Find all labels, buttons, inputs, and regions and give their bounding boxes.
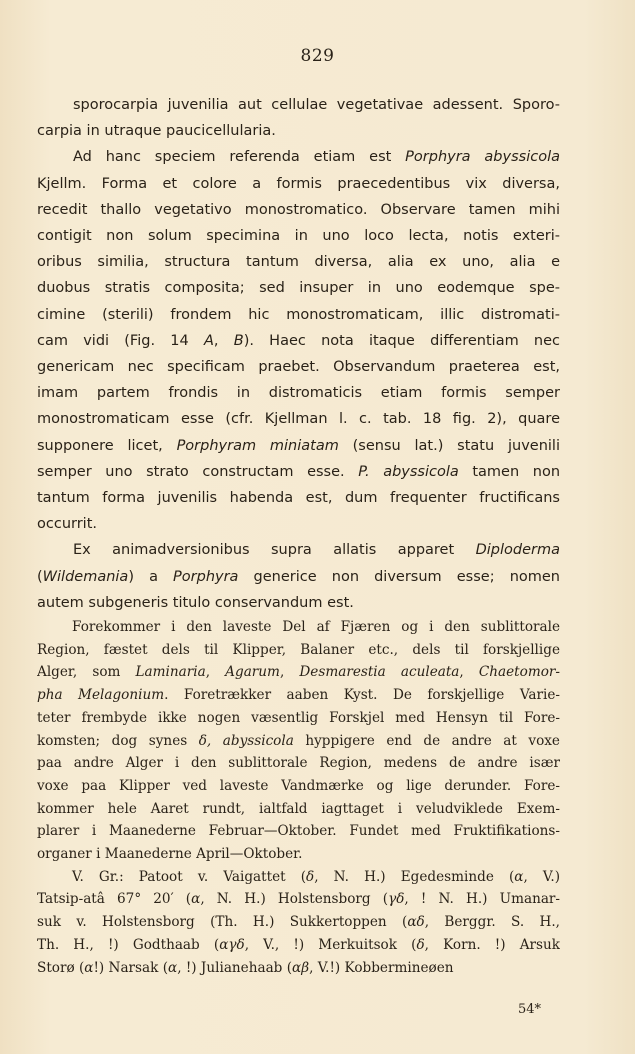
text-line xyxy=(37,934,560,957)
text-line xyxy=(37,485,560,511)
text-run: ) a xyxy=(128,568,174,585)
italic-term: Porphyram miniatam xyxy=(176,437,339,454)
text-line xyxy=(37,249,560,275)
text-run: sporocarpia juvenilia aut cellulae vegetativae adessent. Sporo- xyxy=(73,97,560,113)
text-line xyxy=(37,616,560,639)
italic-term: Diploderma xyxy=(475,542,560,559)
italic-term: A xyxy=(203,332,214,349)
text-line xyxy=(37,197,560,223)
text-line xyxy=(37,730,560,753)
text-line xyxy=(37,564,560,590)
text-run: komsten; dog synes xyxy=(37,732,199,749)
italic-term: α xyxy=(168,959,178,976)
text-line xyxy=(37,328,560,354)
italic-term: B xyxy=(233,332,244,349)
text-run: , xyxy=(213,332,234,349)
text-run: plarer i Maanederne Februar—Oktober. Fundet med Fruktifikations- xyxy=(37,823,560,840)
text-line xyxy=(37,354,560,380)
text-line xyxy=(37,537,560,563)
text-run: generice non diversum esse; nomen xyxy=(238,568,560,585)
text-line xyxy=(37,957,560,980)
text-line xyxy=(37,775,560,798)
text-run: Kjellm. Forma et colore a formis praecedentibus vix diversa, xyxy=(37,175,560,192)
italic-term: P. abyssicola xyxy=(358,463,459,480)
text-run: , xyxy=(279,664,300,681)
text-run: voxe paa Klipper ved laveste Vandmærke og lige derunder. Fore- xyxy=(37,777,560,794)
italic-term: Porphyra abyssicola xyxy=(405,149,560,166)
text-line xyxy=(37,459,560,485)
text-run: Alger, som xyxy=(37,664,136,681)
italic-term: δ xyxy=(416,936,425,953)
text-run: , !) Julianehaab ( xyxy=(177,959,293,976)
italic-term: αδ xyxy=(407,914,425,931)
text-run: , V., !) Merkuitsok ( xyxy=(244,936,417,953)
italic-term: α xyxy=(514,868,524,885)
italic-term: pha Melagonium xyxy=(37,687,165,704)
text-run: oribus similia, structura tantum diversa, alia ex uno, alia e xyxy=(37,254,560,271)
text-run: supponere licet, xyxy=(37,437,177,454)
italic-term: γδ xyxy=(388,891,405,908)
text-run: monostromaticam esse (cfr. Kjellman l. c. tab. 18 fig. 2), quare xyxy=(37,411,560,428)
italic-term: αβ xyxy=(292,959,310,976)
text-run: hyppigere end de andre at voxe xyxy=(293,732,560,749)
text-run: ( xyxy=(37,568,43,585)
text-line xyxy=(37,92,560,118)
text-line xyxy=(37,590,560,616)
text-line xyxy=(37,433,560,459)
text-run: , V.!) Kobbermineøen xyxy=(309,959,454,976)
text-line xyxy=(37,144,560,170)
text-run: tamen non xyxy=(458,463,560,480)
text-run: recedit thallo vegetativo monostromatico. Observare tamen mihi xyxy=(37,201,560,218)
text-run: kommer hele Aaret rundt, ialtfald iagttaget i veludviklede Exem- xyxy=(37,800,560,817)
text-run: , Berggr. S. H., xyxy=(424,914,560,931)
page-number: 829 xyxy=(300,46,335,66)
text-line xyxy=(37,843,560,866)
text-run: , ! N. H.) Umanar- xyxy=(404,891,560,908)
text-run: teter frembyde ikke nogen væsentlig Forskjel med Hensyn til Fore- xyxy=(37,709,560,726)
text-run: Region, fæstet dels til Klipper, Balaner etc., dels til forskjellige xyxy=(37,641,560,658)
text-run: tantum forma juvenilis habenda est, dum frequenter fructificans xyxy=(37,490,560,507)
text-run: duobus stratis composita; sed insuper in uno eodemque spe- xyxy=(37,280,560,297)
text-line xyxy=(37,639,560,662)
text-line xyxy=(37,888,560,911)
text-line xyxy=(37,275,560,301)
text-run: , N. H.) Holstensborg ( xyxy=(200,891,389,908)
text-run: carpia in utraque paucicellularia. xyxy=(37,123,276,140)
text-run: semper uno strato constructam esse. xyxy=(37,463,359,480)
italic-term: Laminaria xyxy=(135,664,206,681)
text-run: V. Gr.: Patoot v. Vaigattet ( xyxy=(72,868,307,885)
italic-term: δ, abyssicola xyxy=(198,732,294,749)
italic-term: Chaetomor- xyxy=(478,664,560,681)
text-run: autem subgeneris titulo conservandum est. xyxy=(37,594,354,611)
danish-description xyxy=(37,616,560,979)
text-line xyxy=(37,380,560,406)
text-line xyxy=(37,911,560,934)
text-run: , V.) xyxy=(523,868,560,885)
text-line xyxy=(37,752,560,775)
text-run: imam partem frondis in distromaticis etiam formis semper xyxy=(37,385,560,402)
text-run: Forekommer i den laveste Del af Fjæren og i den sublittorale xyxy=(72,619,560,635)
text-run: occurrit. xyxy=(37,516,97,533)
text-line xyxy=(37,661,560,684)
text-run: ). Haec nota itaque differentiam nec xyxy=(243,332,560,349)
italic-term: Agarum xyxy=(225,664,280,681)
text-run: (sensu lat.) statu juvenili xyxy=(338,437,560,454)
text-run: organer i Maanederne April—Oktober. xyxy=(37,846,303,863)
text-line xyxy=(37,820,560,843)
text-line xyxy=(37,511,560,537)
text-line xyxy=(37,866,560,889)
text-run: Tatsip-atâ 67° 20′ ( xyxy=(37,891,192,908)
italic-term: Desmarestia aculeata xyxy=(299,664,460,681)
text-run: , xyxy=(205,664,226,681)
italic-term: α xyxy=(84,959,94,976)
text-run: Ex animadversionibus supra allatis apparet xyxy=(73,542,476,559)
text-run: , N. H.) Egedesminde ( xyxy=(314,868,515,885)
text-line xyxy=(37,707,560,730)
text-line xyxy=(37,406,560,432)
text-run: cam vidi (Fig. 14 xyxy=(37,332,204,349)
text-run: cimine (sterili) frondem hic monostromaticam, illic distromati- xyxy=(37,306,560,323)
italic-term: Porphyra xyxy=(173,568,239,585)
signature-mark: 54* xyxy=(518,1002,542,1017)
text-line xyxy=(37,798,560,821)
text-run: . Foretrækker aaben Kyst. De forskjellige Varie- xyxy=(164,687,560,704)
latin-description xyxy=(37,92,560,616)
text-line xyxy=(37,223,560,249)
text-run: Ad hanc speciem referenda etiam est xyxy=(73,149,406,166)
italic-term: δ xyxy=(306,868,315,885)
text-run: , xyxy=(459,664,479,681)
italic-term: Wildemania xyxy=(42,568,129,585)
text-line xyxy=(37,684,560,707)
text-run: , Korn. !) Arsuk xyxy=(424,936,560,953)
italic-term: αγδ xyxy=(219,936,245,953)
text-line xyxy=(37,118,560,144)
text-run: genericam nec specificam praebet. Observandum praeterea est, xyxy=(37,359,560,376)
text-run: !) Narsak ( xyxy=(93,959,168,976)
text-run: Th. H., !) Godthaab ( xyxy=(37,936,220,953)
text-run: Storø ( xyxy=(37,959,85,976)
text-run: contigit non solum specimina in uno loco lecta, notis exteri- xyxy=(37,228,560,245)
text-run: paa andre Alger i den sublittorale Region, medens de andre især xyxy=(37,755,560,772)
italic-term: α xyxy=(191,891,201,908)
text-line xyxy=(37,302,560,328)
text-line xyxy=(37,171,560,197)
text-run: suk v. Holstensborg (Th. H.) Sukkertoppen ( xyxy=(37,914,408,931)
